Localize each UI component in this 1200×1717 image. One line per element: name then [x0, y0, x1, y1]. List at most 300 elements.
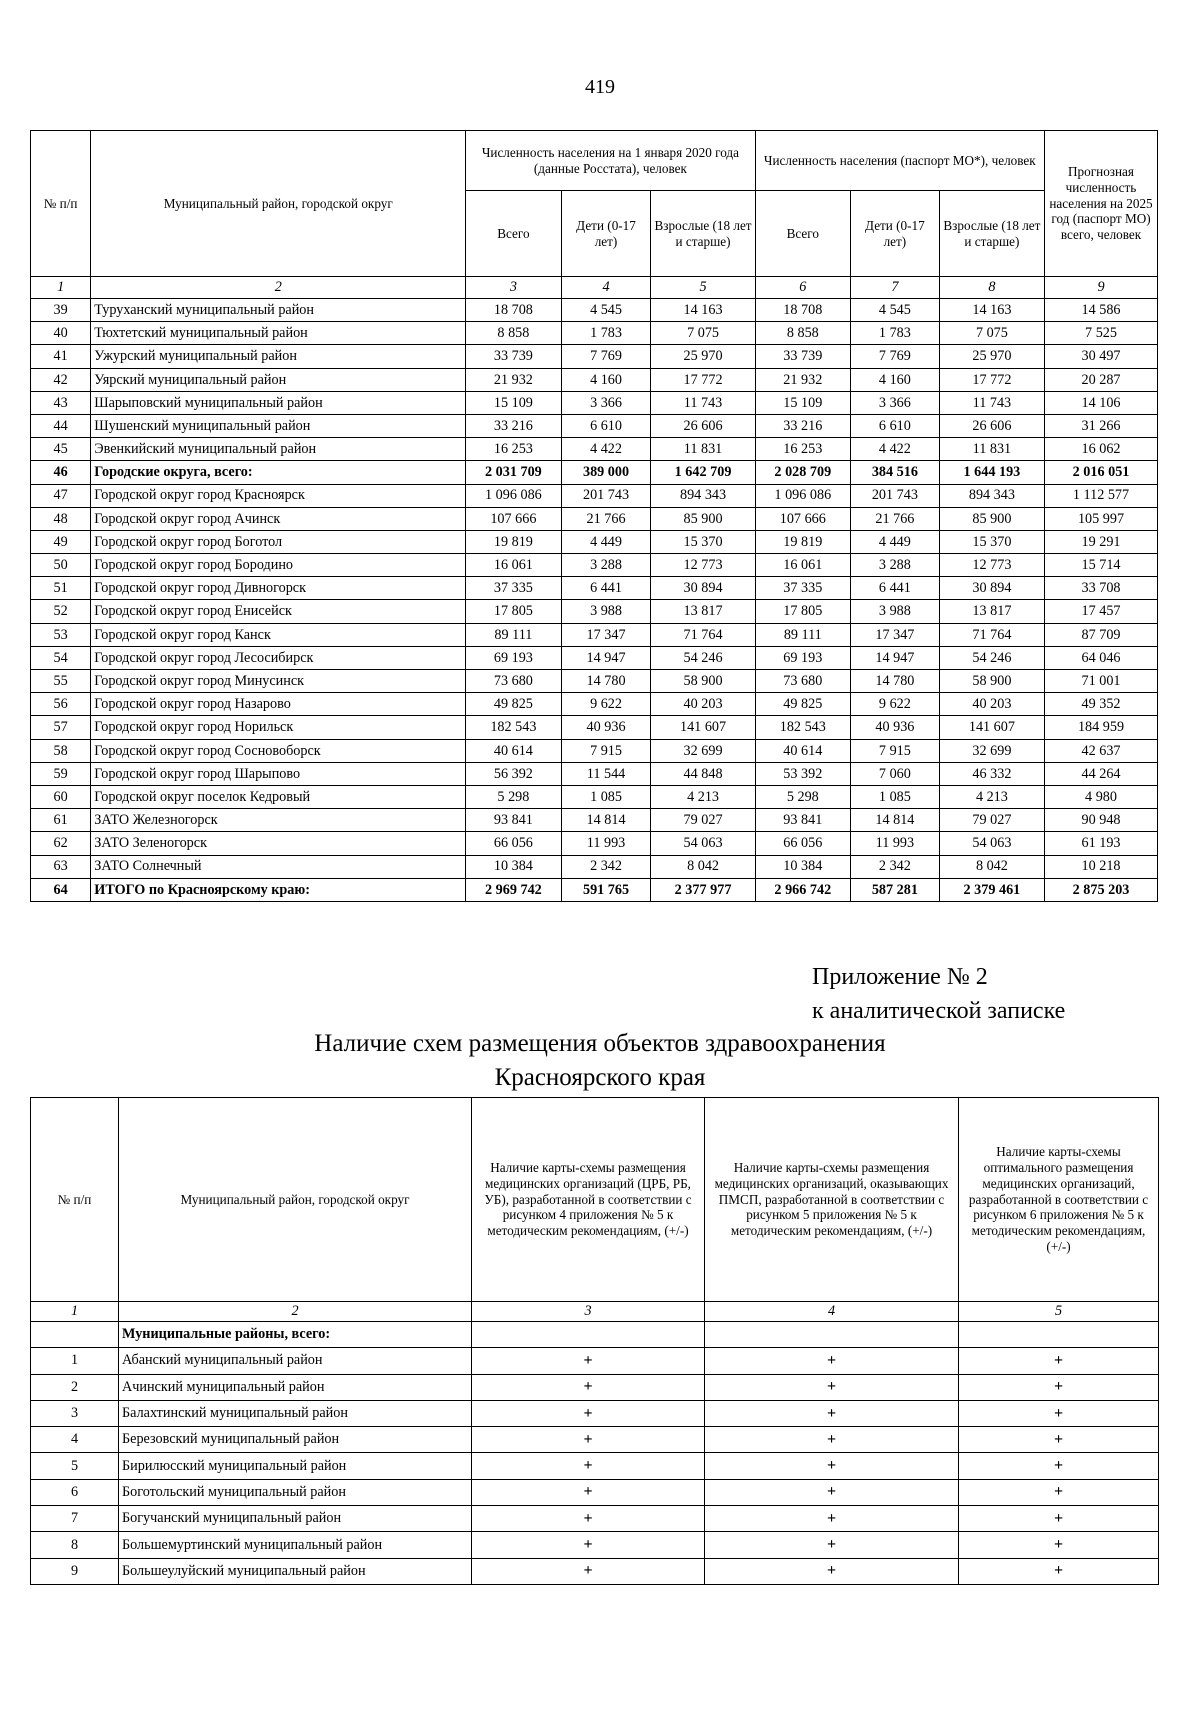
availability-mark: + — [472, 1479, 705, 1505]
header-col3: Наличие карты-схемы размещения медицинских организаций (ЦРБ, РБ, УБ), разработанной в соответствии с рисунком 4 приложения № 5 к методическим рекомендациям, (+/-) — [472, 1098, 705, 1302]
value-cell: 7 769 — [561, 345, 651, 368]
row-number: 3 — [31, 1400, 119, 1426]
district-name: ЗАТО Солнечный — [91, 855, 466, 878]
row-number: 46 — [31, 461, 91, 484]
value-cell: 18 708 — [466, 299, 561, 322]
value-cell: 3 988 — [561, 600, 651, 623]
value-cell: 894 343 — [939, 484, 1044, 507]
table-row — [31, 1374, 1159, 1400]
table-row — [31, 438, 1158, 461]
value-cell: 69 193 — [466, 646, 561, 669]
availability-mark: + — [959, 1400, 1159, 1426]
value-cell: 15 370 — [939, 530, 1044, 553]
header-district: Муниципальный район, городской округ — [119, 1098, 472, 1302]
district-name: Балахтинский муниципальный район — [119, 1400, 472, 1426]
row-number: 58 — [31, 739, 91, 762]
value-cell: 31 266 — [1045, 414, 1158, 437]
value-cell: 66 056 — [466, 832, 561, 855]
district-name: Городской округ город Дивногорск — [91, 577, 466, 600]
value-cell: 73 680 — [755, 670, 850, 693]
availability-mark: + — [472, 1558, 705, 1584]
availability-mark: + — [472, 1453, 705, 1479]
value-cell: 5 298 — [755, 785, 850, 808]
value-cell: 141 607 — [939, 716, 1044, 739]
availability-mark: + — [472, 1374, 705, 1400]
value-cell: 591 765 — [561, 878, 651, 901]
value-cell: 4 213 — [939, 785, 1044, 808]
value-cell: 14 163 — [939, 299, 1044, 322]
availability-mark: + — [959, 1558, 1159, 1584]
district-name: Городской округ город Минусинск — [91, 670, 466, 693]
table-row — [31, 785, 1158, 808]
district-name: Городской округ город Лесосибирск — [91, 646, 466, 669]
availability-mark: + — [959, 1427, 1159, 1453]
district-name: Ачинский муниципальный район — [119, 1374, 472, 1400]
district-name: Городской округ поселок Кедровый — [91, 785, 466, 808]
table-row — [31, 646, 1158, 669]
row-number: 54 — [31, 646, 91, 669]
value-cell: 7 525 — [1045, 322, 1158, 345]
column-index: 6 — [755, 277, 850, 299]
header-num: № п/п — [31, 1098, 119, 1302]
value-cell: 3 288 — [561, 554, 651, 577]
value-cell: 17 805 — [755, 600, 850, 623]
value-cell: 71 764 — [939, 623, 1044, 646]
district-name: Городские округа, всего: — [91, 461, 466, 484]
value-cell: 4 449 — [850, 530, 939, 553]
district-name: Городской округ город Канск — [91, 623, 466, 646]
value-cell: 894 343 — [651, 484, 755, 507]
table-row — [31, 600, 1158, 623]
value-cell: 14 780 — [850, 670, 939, 693]
header-total: Всего — [755, 191, 850, 277]
row-number: 2 — [31, 1374, 119, 1400]
district-name: Городской округ город Назарово — [91, 693, 466, 716]
table-row — [31, 299, 1158, 322]
value-cell: 79 027 — [939, 809, 1044, 832]
value-cell: 33 216 — [466, 414, 561, 437]
row-number: 43 — [31, 391, 91, 414]
table-row — [31, 530, 1158, 553]
value-cell: 17 805 — [466, 600, 561, 623]
header-children: Дети (0-17 лет) — [850, 191, 939, 277]
table-row — [31, 1532, 1159, 1558]
value-cell: 9 622 — [561, 693, 651, 716]
value-cell: 17 347 — [561, 623, 651, 646]
value-cell: 46 332 — [939, 762, 1044, 785]
value-cell: 2 342 — [850, 855, 939, 878]
value-cell: 6 610 — [850, 414, 939, 437]
row-number: 59 — [31, 762, 91, 785]
table-row — [31, 1558, 1159, 1584]
value-cell: 1 783 — [561, 322, 651, 345]
value-cell: 201 743 — [561, 484, 651, 507]
availability-mark: + — [472, 1427, 705, 1453]
availability-mark: + — [705, 1400, 959, 1426]
table-row — [31, 670, 1158, 693]
value-cell: 8 858 — [466, 322, 561, 345]
table-row — [31, 345, 1158, 368]
value-cell: 71 001 — [1045, 670, 1158, 693]
value-cell: 16 253 — [755, 438, 850, 461]
value-cell: 7 075 — [939, 322, 1044, 345]
value-cell: 25 970 — [939, 345, 1044, 368]
district-name: Уярский муниципальный район — [91, 368, 466, 391]
value-cell: 3 288 — [850, 554, 939, 577]
district-name: Городской округ город Бородино — [91, 554, 466, 577]
value-cell: 17 772 — [651, 368, 755, 391]
table-row — [31, 1453, 1159, 1479]
availability-mark: + — [705, 1532, 959, 1558]
value-cell: 19 819 — [466, 530, 561, 553]
value-cell: 1 085 — [850, 785, 939, 808]
value-cell: 11 544 — [561, 762, 651, 785]
district-name: Шушенский муниципальный район — [91, 414, 466, 437]
value-cell: 15 109 — [755, 391, 850, 414]
table-row — [31, 1479, 1159, 1505]
value-cell: 8 042 — [651, 855, 755, 878]
table-row — [31, 878, 1158, 901]
value-cell: 33 739 — [755, 345, 850, 368]
value-cell: 3 366 — [561, 391, 651, 414]
header-children: Дети (0-17 лет) — [561, 191, 651, 277]
value-cell: 9 622 — [850, 693, 939, 716]
value-cell: 89 111 — [466, 623, 561, 646]
value-cell: 11 743 — [651, 391, 755, 414]
district-name: Городской округ город Енисейск — [91, 600, 466, 623]
value-cell: 54 063 — [651, 832, 755, 855]
value-cell: 1 112 577 — [1045, 484, 1158, 507]
column-index: 9 — [1045, 277, 1158, 299]
row-number: 53 — [31, 623, 91, 646]
availability-mark: + — [959, 1374, 1159, 1400]
population-table — [30, 130, 1158, 902]
value-cell: 141 607 — [651, 716, 755, 739]
header-adults: Взрослые (18 лет и старше) — [651, 191, 755, 277]
table-row — [31, 391, 1158, 414]
value-cell: 16 253 — [466, 438, 561, 461]
value-cell: 66 056 — [755, 832, 850, 855]
value-cell: 107 666 — [755, 507, 850, 530]
value-cell: 85 900 — [939, 507, 1044, 530]
header-forecast: Прогнозная численность населения на 2025 год (паспорт МО) всего, человек — [1045, 131, 1158, 277]
value-cell: 184 959 — [1045, 716, 1158, 739]
row-number: 56 — [31, 693, 91, 716]
availability-mark: + — [705, 1374, 959, 1400]
column-index: 1 — [31, 277, 91, 299]
value-cell: 14 947 — [850, 646, 939, 669]
table-row — [31, 1506, 1159, 1532]
column-index: 5 — [959, 1302, 1159, 1322]
value-cell: 26 606 — [939, 414, 1044, 437]
table-row — [31, 507, 1158, 530]
value-cell: 4 422 — [850, 438, 939, 461]
row-number: 60 — [31, 785, 91, 808]
district-name: Богучанский муниципальный район — [119, 1506, 472, 1532]
column-index: 4 — [705, 1302, 959, 1322]
value-cell: 389 000 — [561, 461, 651, 484]
value-cell: 33 216 — [755, 414, 850, 437]
row-number: 44 — [31, 414, 91, 437]
section-label: Муниципальные районы, всего: — [119, 1322, 472, 1348]
row-number: 1 — [31, 1348, 119, 1374]
row-number: 49 — [31, 530, 91, 553]
availability-mark: + — [472, 1506, 705, 1532]
value-cell: 54 246 — [651, 646, 755, 669]
value-cell: 15 714 — [1045, 554, 1158, 577]
value-cell: 21 932 — [466, 368, 561, 391]
row-number: 63 — [31, 855, 91, 878]
availability-mark: + — [959, 1348, 1159, 1374]
value-cell: 42 637 — [1045, 739, 1158, 762]
value-cell: 384 516 — [850, 461, 939, 484]
header-group-rosstat: Численность населения на 1 января 2020 года (данные Росстата), человек — [466, 131, 755, 191]
value-cell: 7 769 — [850, 345, 939, 368]
value-cell: 14 947 — [561, 646, 651, 669]
value-cell: 30 497 — [1045, 345, 1158, 368]
row-number: 5 — [31, 1453, 119, 1479]
availability-mark: + — [705, 1506, 959, 1532]
header-num: № п/п — [31, 131, 91, 277]
availability-mark: + — [705, 1453, 959, 1479]
value-cell: 87 709 — [1045, 623, 1158, 646]
value-cell: 40 936 — [561, 716, 651, 739]
value-cell: 15 109 — [466, 391, 561, 414]
value-cell: 4 449 — [561, 530, 651, 553]
value-cell: 1 642 709 — [651, 461, 755, 484]
column-index: 7 — [850, 277, 939, 299]
value-cell: 2 969 742 — [466, 878, 561, 901]
value-cell: 201 743 — [850, 484, 939, 507]
value-cell: 89 111 — [755, 623, 850, 646]
value-cell: 6 610 — [561, 414, 651, 437]
value-cell: 10 218 — [1045, 855, 1158, 878]
availability-mark: + — [472, 1400, 705, 1426]
district-name: Шарыповский муниципальный район — [91, 391, 466, 414]
column-index-row — [31, 277, 1158, 299]
value-cell: 4 160 — [561, 368, 651, 391]
value-cell: 12 773 — [651, 554, 755, 577]
schemes-table-body — [31, 1302, 1159, 1585]
value-cell: 1 644 193 — [939, 461, 1044, 484]
value-cell: 30 894 — [651, 577, 755, 600]
value-cell: 32 699 — [651, 739, 755, 762]
value-cell: 93 841 — [466, 809, 561, 832]
value-cell: 7 060 — [850, 762, 939, 785]
value-cell: 1 096 086 — [755, 484, 850, 507]
district-name: Ужурский муниципальный район — [91, 345, 466, 368]
availability-mark: + — [472, 1532, 705, 1558]
value-cell: 182 543 — [755, 716, 850, 739]
availability-mark: + — [705, 1558, 959, 1584]
value-cell: 49 825 — [466, 693, 561, 716]
row-number: 62 — [31, 832, 91, 855]
value-cell: 17 772 — [939, 368, 1044, 391]
row-number: 41 — [31, 345, 91, 368]
column-index: 2 — [119, 1302, 472, 1322]
row-number: 39 — [31, 299, 91, 322]
value-cell: 16 061 — [466, 554, 561, 577]
district-name: Березовский муниципальный район — [119, 1427, 472, 1453]
table-row — [31, 1348, 1159, 1374]
row-number: 52 — [31, 600, 91, 623]
district-name: ЗАТО Железногорск — [91, 809, 466, 832]
table-row — [31, 716, 1158, 739]
value-cell: 8 042 — [939, 855, 1044, 878]
value-cell: 37 335 — [466, 577, 561, 600]
value-cell: 14 163 — [651, 299, 755, 322]
value-cell: 40 614 — [755, 739, 850, 762]
value-cell: 11 993 — [561, 832, 651, 855]
district-name: Городской округ город Сосновоборск — [91, 739, 466, 762]
column-index: 3 — [466, 277, 561, 299]
value-cell: 26 606 — [651, 414, 755, 437]
district-name: Большемуртинский муниципальный район — [119, 1532, 472, 1558]
district-name: ЗАТО Зеленогорск — [91, 832, 466, 855]
value-cell: 93 841 — [755, 809, 850, 832]
header-total: Всего — [466, 191, 561, 277]
value-cell: 14 814 — [850, 809, 939, 832]
value-cell: 30 894 — [939, 577, 1044, 600]
table-row — [31, 1400, 1159, 1426]
value-cell: 17 347 — [850, 623, 939, 646]
value-cell: 54 063 — [939, 832, 1044, 855]
column-index: 5 — [651, 277, 755, 299]
appendix-subtitle: к аналитической записке — [812, 998, 1066, 1024]
value-cell: 2 377 977 — [651, 878, 755, 901]
availability-mark: + — [959, 1453, 1159, 1479]
value-cell: 7 915 — [850, 739, 939, 762]
value-cell: 37 335 — [755, 577, 850, 600]
value-cell: 4 213 — [651, 785, 755, 808]
table-row — [31, 484, 1158, 507]
district-name: Абанский муниципальный район — [119, 1348, 472, 1374]
value-cell: 90 948 — [1045, 809, 1158, 832]
value-cell: 10 384 — [466, 855, 561, 878]
value-cell: 14 586 — [1045, 299, 1158, 322]
availability-mark: + — [959, 1479, 1159, 1505]
value-cell: 40 203 — [939, 693, 1044, 716]
section-cell — [705, 1322, 959, 1348]
value-cell: 2 379 461 — [939, 878, 1044, 901]
value-cell: 21 766 — [850, 507, 939, 530]
value-cell: 107 666 — [466, 507, 561, 530]
table-row — [31, 855, 1158, 878]
table-row — [31, 461, 1158, 484]
table-row — [31, 1427, 1159, 1453]
district-name: Городской округ город Ачинск — [91, 507, 466, 530]
value-cell: 15 370 — [651, 530, 755, 553]
value-cell: 21 932 — [755, 368, 850, 391]
value-cell: 1 096 086 — [466, 484, 561, 507]
row-number: 64 — [31, 878, 91, 901]
appendix-label: Приложение № 2 — [812, 964, 988, 990]
appendix-title-region: Красноярского края — [494, 1064, 706, 1091]
value-cell: 33 708 — [1045, 577, 1158, 600]
section-row — [31, 1322, 1159, 1348]
value-cell: 587 281 — [850, 878, 939, 901]
value-cell: 49 352 — [1045, 693, 1158, 716]
value-cell: 2 016 051 — [1045, 461, 1158, 484]
value-cell: 2 028 709 — [755, 461, 850, 484]
row-number: 4 — [31, 1427, 119, 1453]
header-adults: Взрослые (18 лет и старше) — [939, 191, 1044, 277]
value-cell: 69 193 — [755, 646, 850, 669]
row-number: 50 — [31, 554, 91, 577]
value-cell: 79 027 — [651, 809, 755, 832]
value-cell: 64 046 — [1045, 646, 1158, 669]
value-cell: 40 614 — [466, 739, 561, 762]
appendix-title: Наличие схем размещения объектов здравоохранения — [314, 1030, 886, 1057]
availability-mark: + — [959, 1532, 1159, 1558]
value-cell: 105 997 — [1045, 507, 1158, 530]
table-row — [31, 762, 1158, 785]
value-cell: 53 392 — [755, 762, 850, 785]
value-cell: 20 287 — [1045, 368, 1158, 391]
table-row — [31, 554, 1158, 577]
availability-mark: + — [472, 1348, 705, 1374]
district-name: Городской округ город Шарыпово — [91, 762, 466, 785]
value-cell: 2 966 742 — [755, 878, 850, 901]
value-cell: 4 545 — [850, 299, 939, 322]
row-number: 48 — [31, 507, 91, 530]
column-index: 4 — [561, 277, 651, 299]
district-name: Городской округ город Красноярск — [91, 484, 466, 507]
table-row — [31, 414, 1158, 437]
page-number: 419 — [585, 76, 615, 98]
value-cell: 1 783 — [850, 322, 939, 345]
value-cell: 40 936 — [850, 716, 939, 739]
value-cell: 71 764 — [651, 623, 755, 646]
value-cell: 7 075 — [651, 322, 755, 345]
value-cell: 85 900 — [651, 507, 755, 530]
row-number: 57 — [31, 716, 91, 739]
district-name: Городской округ город Боготол — [91, 530, 466, 553]
value-cell: 8 858 — [755, 322, 850, 345]
value-cell: 58 900 — [939, 670, 1044, 693]
value-cell: 18 708 — [755, 299, 850, 322]
value-cell: 56 392 — [466, 762, 561, 785]
value-cell: 13 817 — [939, 600, 1044, 623]
value-cell: 10 384 — [755, 855, 850, 878]
value-cell: 25 970 — [651, 345, 755, 368]
row-number: 8 — [31, 1532, 119, 1558]
value-cell: 2 875 203 — [1045, 878, 1158, 901]
value-cell: 40 203 — [651, 693, 755, 716]
district-name: ИТОГО по Красноярскому краю: — [91, 878, 466, 901]
column-index: 8 — [939, 277, 1044, 299]
table-row — [31, 832, 1158, 855]
value-cell: 19 291 — [1045, 530, 1158, 553]
row-number: 45 — [31, 438, 91, 461]
row-number: 42 — [31, 368, 91, 391]
value-cell: 14 780 — [561, 670, 651, 693]
table-row — [31, 739, 1158, 762]
row-number: 7 — [31, 1506, 119, 1532]
value-cell: 33 739 — [466, 345, 561, 368]
value-cell: 16 062 — [1045, 438, 1158, 461]
value-cell: 7 915 — [561, 739, 651, 762]
district-name: Бирилюсский муниципальный район — [119, 1453, 472, 1479]
section-cell — [472, 1322, 705, 1348]
value-cell: 54 246 — [939, 646, 1044, 669]
value-cell: 16 061 — [755, 554, 850, 577]
table-row — [31, 809, 1158, 832]
availability-mark: + — [705, 1427, 959, 1453]
column-index: 1 — [31, 1302, 119, 1322]
value-cell: 6 441 — [561, 577, 651, 600]
value-cell: 1 085 — [561, 785, 651, 808]
